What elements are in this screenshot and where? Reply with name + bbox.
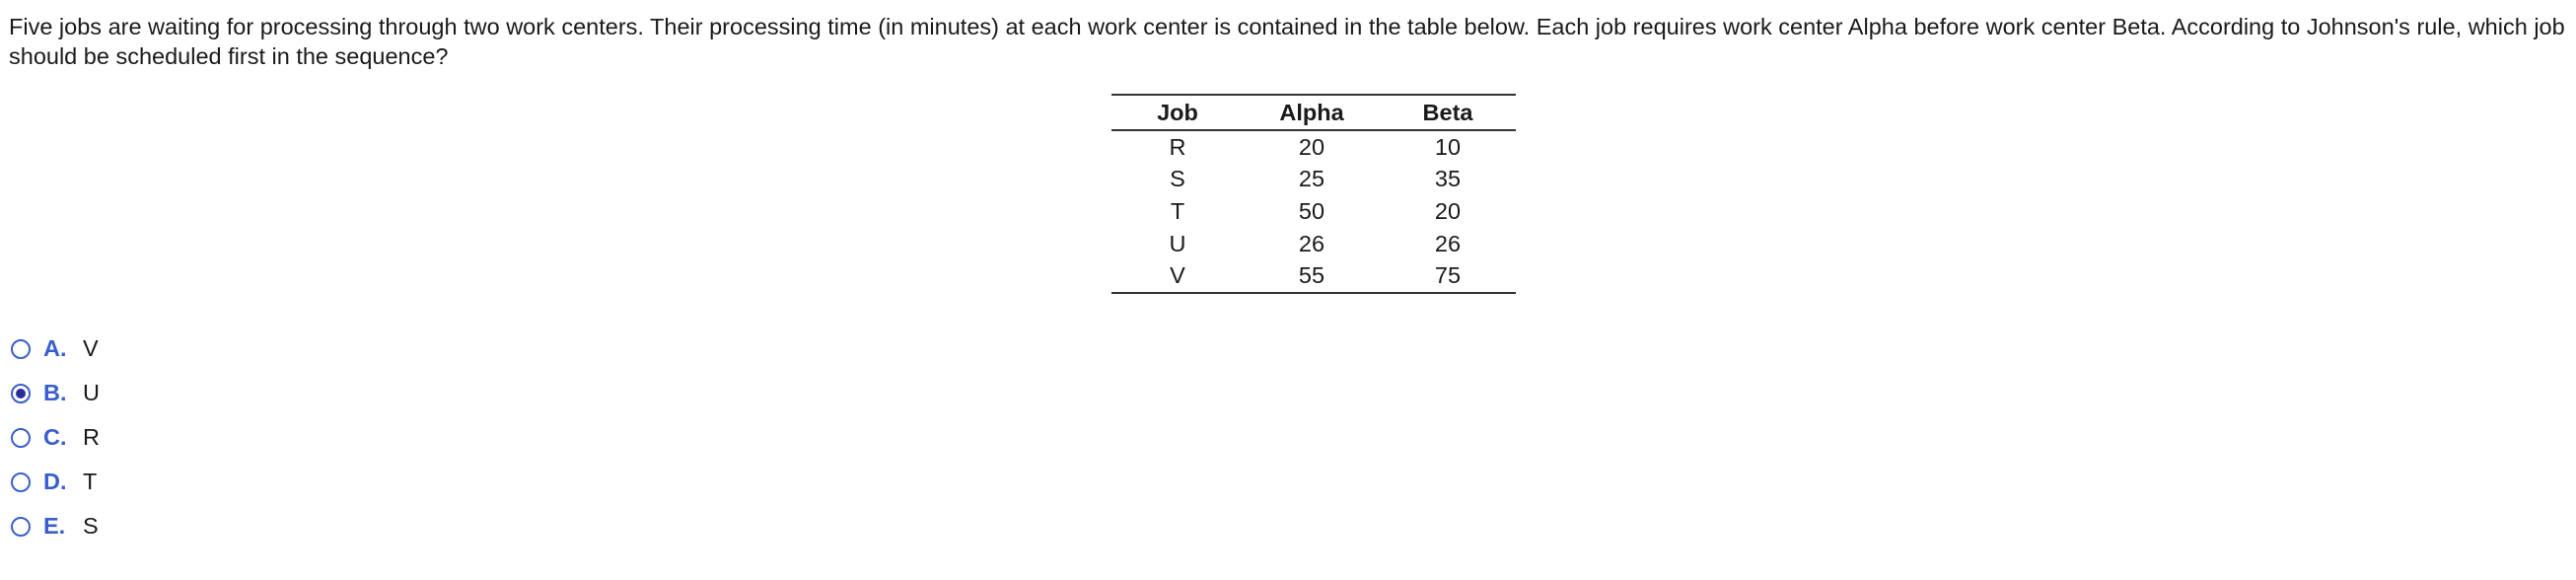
table-row <box>1111 195 1516 228</box>
cell-beta: 20 <box>1434 197 1462 224</box>
header-job: Job <box>1157 99 1198 125</box>
option-letter: A. <box>43 335 67 361</box>
cell-beta: 75 <box>1434 262 1462 289</box>
cell-job: R <box>1169 133 1186 160</box>
cell-alpha: 50 <box>1298 197 1325 224</box>
option-letter: D. <box>43 469 67 494</box>
option-e[interactable] <box>11 504 100 548</box>
option-text: R <box>83 424 100 450</box>
radio-button[interactable] <box>11 339 31 359</box>
cell-alpha: 55 <box>1298 262 1325 289</box>
cell-beta: 10 <box>1434 133 1462 160</box>
option-a[interactable] <box>11 326 100 371</box>
option-letter: E. <box>43 513 66 539</box>
radio-button[interactable] <box>11 428 31 448</box>
cell-beta: 26 <box>1434 230 1462 256</box>
cell-job: V <box>1170 262 1185 289</box>
radio-button[interactable] <box>11 517 31 537</box>
table-row <box>1111 130 1516 164</box>
cell-job: S <box>1170 166 1185 192</box>
option-text: S <box>83 513 99 539</box>
answer-options <box>11 326 100 548</box>
option-c[interactable] <box>11 415 100 460</box>
option-letter: C. <box>43 424 67 450</box>
header-beta: Beta <box>1422 99 1473 125</box>
processing-time-table <box>1111 94 1516 294</box>
cell-job: U <box>1169 230 1186 256</box>
question-text: Five jobs are waiting for processing through two work centers. Their processing time (in minutes) at each work center is contained in the table below. Each job requires work center Alpha before work center Beta. According to Johnson's rule, which job should be scheduled first in the sequence? <box>9 14 2565 69</box>
option-text: T <box>83 469 98 494</box>
table-row <box>1111 164 1516 196</box>
cell-job: T <box>1170 197 1185 224</box>
cell-alpha: 25 <box>1298 166 1325 192</box>
table-header-row <box>1111 95 1516 130</box>
cell-alpha: 20 <box>1298 133 1325 160</box>
option-text: V <box>83 335 99 361</box>
table-row <box>1111 228 1516 260</box>
option-text: U <box>83 380 100 405</box>
option-d[interactable] <box>11 460 100 504</box>
option-b[interactable] <box>11 371 100 415</box>
header-alpha: Alpha <box>1279 99 1344 125</box>
radio-button[interactable] <box>11 384 31 403</box>
radio-button[interactable] <box>11 472 31 492</box>
option-letter: B. <box>43 380 67 405</box>
cell-alpha: 26 <box>1298 230 1325 256</box>
table-row <box>1111 259 1516 293</box>
cell-beta: 35 <box>1434 166 1462 192</box>
